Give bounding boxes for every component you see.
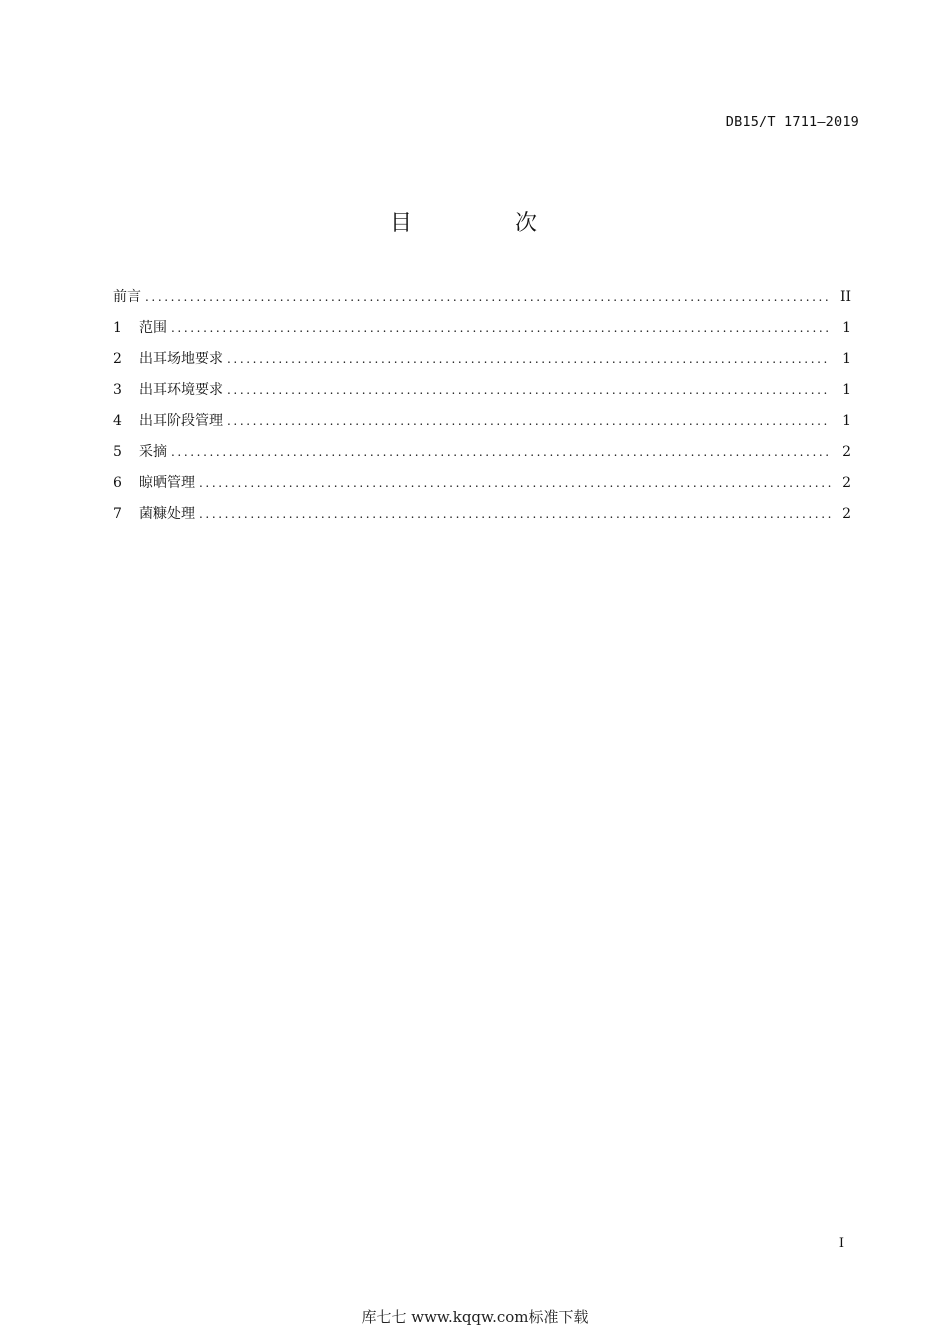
toc-leader-dots (171, 321, 831, 335)
toc-entry-6[interactable] (113, 472, 851, 503)
toc-label: 出耳场地要求 (139, 351, 223, 367)
toc-entry-5[interactable] (113, 441, 851, 472)
toc-page-number: 1 (842, 413, 851, 429)
toc-section-number: 5 (113, 444, 122, 460)
watermark-text: 库七七 www.kqqw.com标准下载 (361, 1308, 589, 1326)
toc-leader-dots (227, 383, 831, 397)
toc-leader-dots (171, 445, 831, 459)
toc-page-number: 2 (842, 506, 851, 522)
toc-page-number: 2 (842, 475, 851, 491)
toc-label: 范围 (139, 320, 167, 336)
toc-page-number: II (839, 289, 851, 305)
page-number: I (838, 1236, 844, 1251)
toc-label: 出耳环境要求 (139, 382, 223, 398)
toc-section-number: 7 (113, 506, 122, 522)
toc-label: 采摘 (139, 444, 167, 460)
toc-entry-3[interactable] (113, 379, 851, 410)
toc-page-number: 2 (842, 444, 851, 460)
toc-section-number: 6 (113, 475, 122, 491)
toc-section-number: 2 (113, 351, 122, 367)
toc-leader-dots (199, 507, 831, 521)
toc-label: 晾晒管理 (139, 475, 195, 491)
toc-section-number: 4 (113, 413, 122, 429)
toc-entry-1[interactable] (113, 317, 851, 348)
standard-code: DB15/T 1711—2019 (725, 114, 859, 130)
toc-leader-dots (227, 352, 831, 366)
toc-entry-4[interactable] (113, 410, 851, 441)
toc-label: 前言 (113, 289, 141, 305)
toc-page-number: 1 (842, 382, 851, 398)
toc-leader-dots (199, 476, 831, 490)
toc-entry-foreword[interactable] (113, 286, 851, 317)
toc-entry-7[interactable] (113, 503, 851, 534)
toc-label: 菌糠处理 (139, 506, 195, 522)
toc-section-number: 3 (113, 382, 122, 398)
toc-entry-2[interactable] (113, 348, 851, 379)
page-title: 目 次 (390, 211, 585, 236)
toc-label: 出耳阶段管理 (139, 413, 223, 429)
toc-section-number: 1 (113, 320, 122, 336)
toc-page-number: 1 (842, 320, 851, 336)
table-of-contents (113, 286, 851, 534)
toc-leader-dots (227, 414, 831, 428)
toc-page-number: 1 (842, 351, 851, 367)
toc-leader-dots (145, 290, 831, 304)
